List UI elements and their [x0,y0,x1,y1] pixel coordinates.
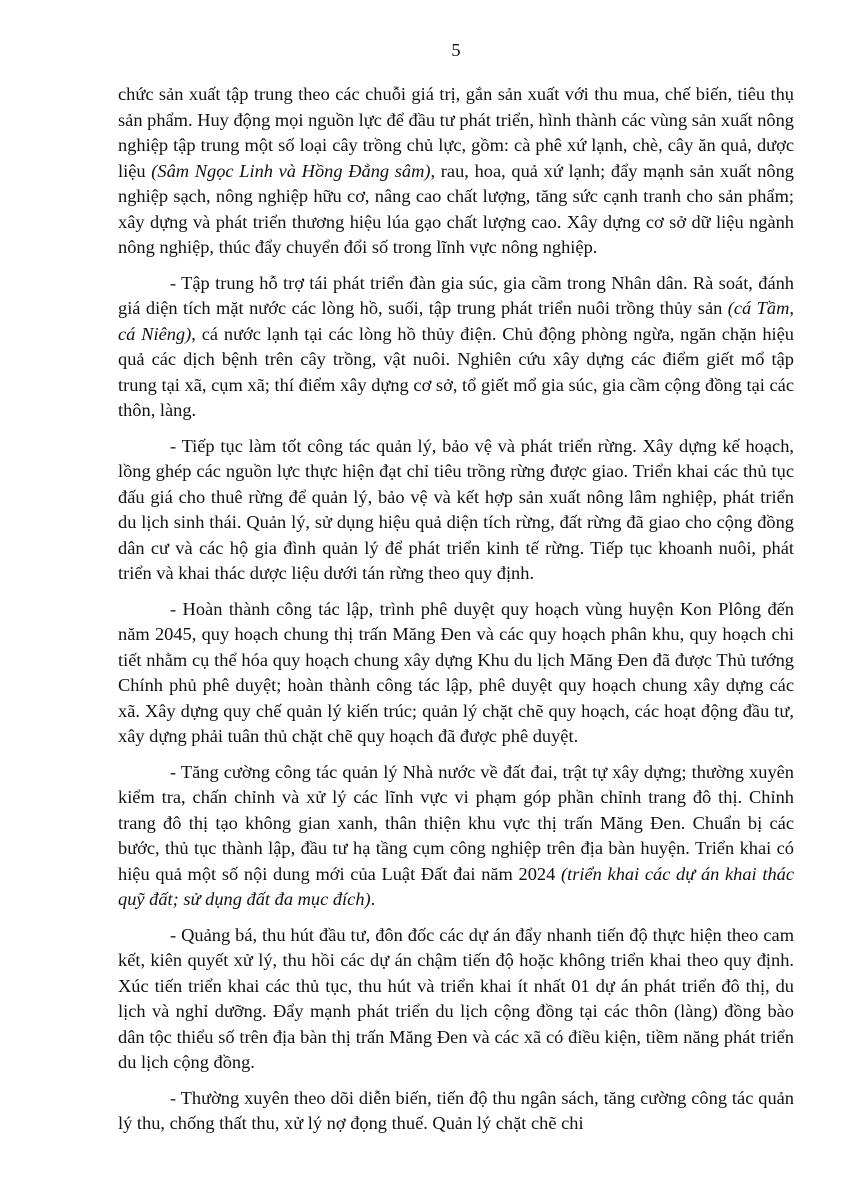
italic-note: (triển khai các dự án khai thác quỹ đất; sử dụng đất đa mục đích) [118,863,794,909]
paragraph-land-management [118,760,794,913]
paragraph-text: , cá nước lạnh tại các lòng hồ thủy điện. Chủ động phòng ngừa, ngăn chặn hiệu quả các dịch bệnh trên cây trồng, vật nuôi. Nghiên cứu xây dựng các điểm giết mổ tập trung tại xã, cụm xã; thí điểm xây dựng cơ sở, tổ giết mổ gia súc, gia cầm cộng đồng tại các thôn, làng. [118,323,794,420]
paragraph-text: . [370,889,376,909]
page-number: 5 [451,40,461,60]
paragraph-planning [118,597,794,750]
paragraph-agriculture-production [118,82,794,261]
paragraph-budget [118,1086,794,1137]
italic-note: (Sâm Ngọc Linh và Hồng Đẳng sâm) [151,160,431,181]
paragraph-text: - Tập trung hỗ trợ tái phát triển đàn gia súc, gia cầm trong Nhân dân. Rà soát, đánh giá diện tích mặt nước các lòng hồ, suối, tập trung phát triển nuôi trồng thủy sản [118,272,794,318]
paragraph-text: - Quảng bá, thu hút đầu tư, đôn đốc các dự án đẩy nhanh tiến độ thực hiện theo cam kết, kiên quyết xử lý, thu hồi các dự án chậm tiến độ hoặc không triển khai theo quy định. Xúc tiến triển khai các thủ tục, thu hút và triển khai ít nhất 01 dự án phát triển đô thị, du lịch và nghỉ dưỡng. Đẩy mạnh phát triển du lịch cộng đồng tại các thôn (làng) đồng bào dân tộc thiểu số trên địa bàn thị trấn Măng Đen và các xã có điều kiện, tiềm năng phát triển du lịch cộng đồng. [118,924,794,1072]
paragraph-livestock [118,271,794,424]
paragraph-text: , rau, hoa, quả xứ lạnh; đẩy mạnh sản xuất nông nghiệp sạch, nông nghiệp hữu cơ, nâng cao chất lượng, tăng sức cạnh tranh cho sản phẩm; xây dựng và phát triển thương hiệu lúa gạo chất lượng cao. Xây dựng cơ sở dữ liệu ngành nông nghiệp, thúc đẩy chuyển đổi số trong lĩnh vực nông nghiệp. [118,160,794,257]
paragraph-forestry [118,434,794,587]
paragraph-text: - Tiếp tục làm tốt công tác quản lý, bảo vệ và phát triển rừng. Xây dựng kế hoạch, lồng ghép các nguồn lực thực hiện đạt chỉ tiêu trồng rừng được giao. Triển khai các thủ tục đấu giá cho thuê rừng để quản lý, bảo vệ và kết hợp sản xuất nông lâm nghiệp, phát triển du lịch sinh thái. Quản lý, sử dụng hiệu quả diện tích rừng, đất rừng đã giao cho cộng đồng dân cư và các hộ gia đình quản lý để phát triển kinh tế rừng. Tiếp tục khoanh nuôi, phát triển và khai thác dược liệu dưới tán rừng theo quy định. [118,435,794,583]
paragraph-text: - Thường xuyên theo dõi diễn biến, tiến độ thu ngân sách, tăng cường công tác quản lý thu, chống thất thu, xử lý nợ đọng thuế. Quản lý chặt chẽ chi [118,1087,794,1133]
paragraph-investment-tourism [118,923,794,1076]
paragraph-text: - Tăng cường công tác quản lý Nhà nước về đất đai, trật tự xây dựng; thường xuyên kiểm tra, chấn chỉnh và xử lý các lĩnh vực vi phạm góp phần chỉnh trang đô thị. Chỉnh trang đô thị tạo không gian xanh, thân thiện khu vực thị trấn Măng Đen. Chuẩn bị các bước, thủ tục thành lập, đầu tư hạ tầng cụm công nghiệp trên địa bàn huyện. Triển khai có hiệu quả một số nội dung mới của Luật Đất đai năm 2024 [118,761,794,884]
paragraph-text: chức sản xuất tập trung theo các chuỗi giá trị, gắn sản xuất với thu mua, chế biến, tiêu thụ sản phẩm. Huy động mọi nguồn lực để đầu tư phát triển, hình thành các vùng sản xuất nông nghiệp tập trung một số loại cây trồng chủ lực, gồm: cà phê xứ lạnh, chè, cây ăn quả, dược liệu [118,84,794,181]
document-page [118,38,794,1147]
paragraph-text: - Hoàn thành công tác lập, trình phê duyệt quy hoạch vùng huyện Kon Plông đến năm 2045, quy hoạch chung thị trấn Măng Đen và các quy hoạch phân khu, quy hoạch chi tiết nhằm cụ thể hóa quy hoạch chung xây dựng Khu du lịch Măng Đen đã được Thủ tướng Chính phủ phê duyệt; hoàn thành công tác lập, phê duyệt quy hoạch chung xây dựng các xã. Xây dựng quy chế quản lý kiến trúc; quản lý chặt chẽ quy hoạch, các hoạt động đầu tư, xây dựng phải tuân thủ chặt chẽ quy hoạch đã được phê duyệt. [118,598,794,746]
italic-note: (cá Tầm, cá Niêng) [118,298,794,344]
